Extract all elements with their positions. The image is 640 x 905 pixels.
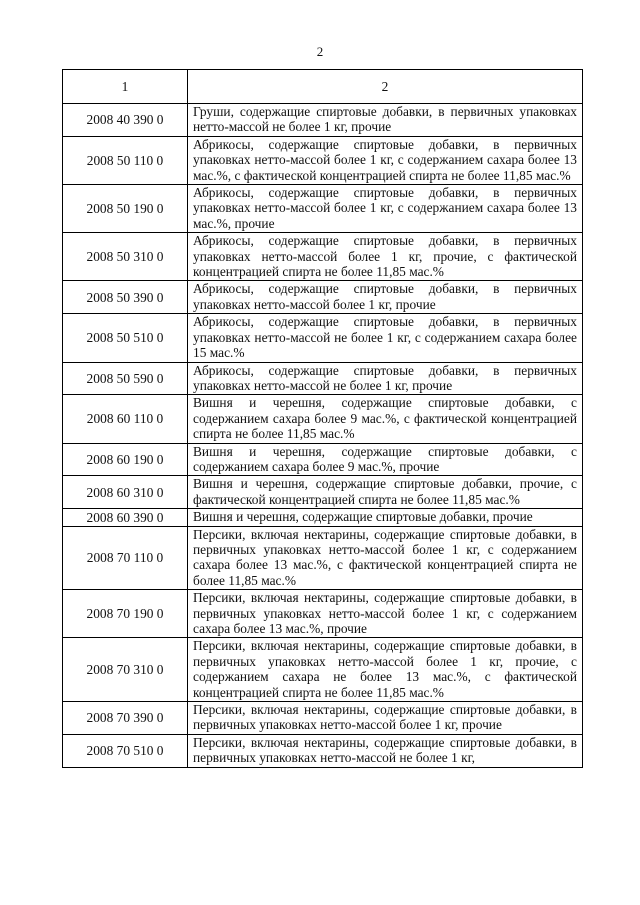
- product-description: Абрикосы, содержащие спиртовые добавки, в первичных упаковках нетто-массой более 1 кг, прочие, с фактической концентрацией спирта не более 11,85 мас.%: [188, 233, 583, 281]
- product-description: Вишня и черешня, содержащие спиртовые добавки, с содержанием сахара более 9 мас.%, прочие: [188, 443, 583, 476]
- column-1-header: 1: [63, 70, 188, 104]
- product-description: Абрикосы, содержащие спиртовые добавки, в первичных упаковках нетто-массой не более 1 кг, с содержанием сахара более 15 мас.%: [188, 314, 583, 362]
- product-code: 2008 70 110 0: [63, 526, 188, 590]
- product-code: 2008 60 190 0: [63, 443, 188, 476]
- table-row: [63, 233, 583, 281]
- product-code: 2008 60 110 0: [63, 395, 188, 443]
- product-description: Абрикосы, содержащие спиртовые добавки, в первичных упаковках нетто-массой более 1 кг, с содержанием сахара более 13 мас.%, с фактической концентрацией спирта не более 11,85 мас.%: [188, 136, 583, 184]
- table-row: [63, 476, 583, 509]
- product-description: Персики, включая нектарины, содержащие спиртовые добавки, в первичных упаковках нетто-массой не более 1 кг,: [188, 734, 583, 767]
- table-row: [63, 104, 583, 137]
- product-code: 2008 60 310 0: [63, 476, 188, 509]
- page-number: 2: [316, 44, 324, 59]
- product-description: Абрикосы, содержащие спиртовые добавки, в первичных упаковках нетто-массой не более 1 кг, прочие: [188, 362, 583, 395]
- product-code: 2008 70 390 0: [63, 702, 188, 735]
- product-code: 2008 70 190 0: [63, 590, 188, 638]
- table-row: [63, 702, 583, 735]
- table-row: [63, 443, 583, 476]
- table-row: [63, 362, 583, 395]
- table-row: [63, 734, 583, 767]
- product-description: Персики, включая нектарины, содержащие спиртовые добавки, в первичных упаковках нетто-массой более 1 кг, прочие, с содержанием сахара не более 13 мас.%, с фактической концентрацией спирта не более 11,85 мас.%: [188, 638, 583, 702]
- product-code: 2008 50 310 0: [63, 233, 188, 281]
- table-row: [63, 185, 583, 233]
- table-row: [63, 590, 583, 638]
- product-code: 2008 50 190 0: [63, 185, 188, 233]
- product-description: Абрикосы, содержащие спиртовые добавки, в первичных упаковках нетто-массой более 1 кг, прочие: [188, 281, 583, 314]
- product-code: 2008 70 510 0: [63, 734, 188, 767]
- table-row: [63, 314, 583, 362]
- product-code: 2008 50 510 0: [63, 314, 188, 362]
- product-description: Вишня и черешня, содержащие спиртовые добавки, прочие: [188, 509, 583, 526]
- product-description: Абрикосы, содержащие спиртовые добавки, в первичных упаковках нетто-массой более 1 кг, с содержанием сахара более 13 мас.%, прочие: [188, 185, 583, 233]
- column-2-header: 2: [188, 70, 583, 104]
- product-code: 2008 40 390 0: [63, 104, 188, 137]
- product-code: 2008 50 590 0: [63, 362, 188, 395]
- table-header-row: [63, 70, 583, 104]
- product-description: Вишня и черешня, содержащие спиртовые добавки, прочие, с фактической концентрацией спирта не более 11,85 мас.%: [188, 476, 583, 509]
- table-row: [63, 136, 583, 184]
- product-description: Груши, содержащие спиртовые добавки, в первичных упаковках нетто-массой не более 1 кг, прочие: [188, 104, 583, 137]
- product-code: 2008 60 390 0: [63, 509, 188, 526]
- product-code: 2008 50 390 0: [63, 281, 188, 314]
- product-description: Персики, включая нектарины, содержащие спиртовые добавки, в первичных упаковках нетто-массой более 1 кг, прочие: [188, 702, 583, 735]
- product-code: 2008 50 110 0: [63, 136, 188, 184]
- tariff-table: [62, 69, 583, 768]
- table-row: [63, 281, 583, 314]
- table-row: [63, 638, 583, 702]
- product-description: Персики, включая нектарины, содержащие спиртовые добавки, в первичных упаковках нетто-массой более 1 кг, с содержанием сахара более 13 мас.%, с фактической концентрацией спирта не более 11,85 мас.%: [188, 526, 583, 590]
- table-row: [63, 509, 583, 526]
- product-code: 2008 70 310 0: [63, 638, 188, 702]
- table-row: [63, 395, 583, 443]
- product-description: Вишня и черешня, содержащие спиртовые добавки, с содержанием сахара более 9 мас.%, с фактической концентрацией спирта не более 11,85 мас.%: [188, 395, 583, 443]
- product-description: Персики, включая нектарины, содержащие спиртовые добавки, в первичных упаковках нетто-массой более 1 кг, с содержанием сахара более 13 мас.%, прочие: [188, 590, 583, 638]
- table-row: [63, 526, 583, 590]
